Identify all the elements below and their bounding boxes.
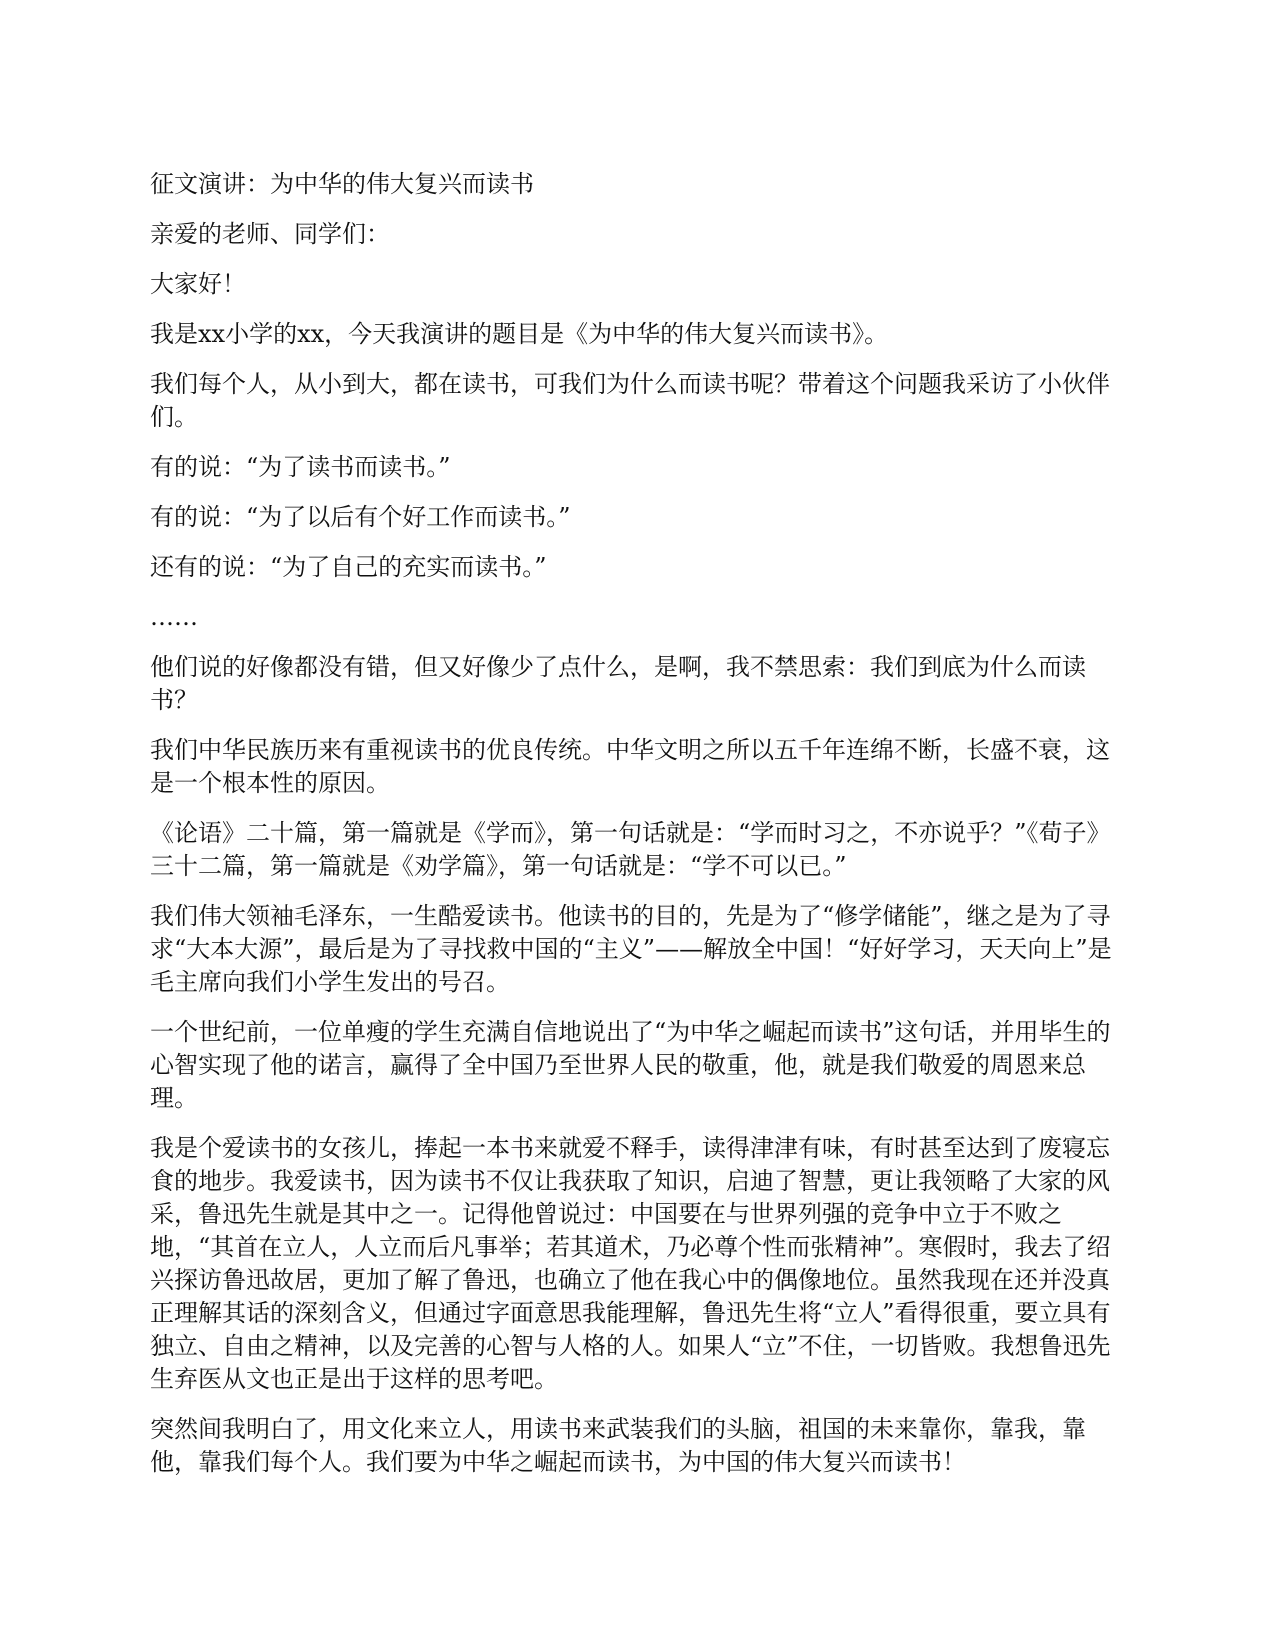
answer-two-paragraph: 有的说：“为了以后有个好工作而读书。” (150, 503, 571, 531)
reflection-paragraph: 他们说的好像都没有错，但又好像少了点什么，是啊，我不禁思索：我们到底为什么而读书？ (150, 653, 1086, 714)
zhou-enlai-paragraph: 一个世纪前，一位单瘦的学生充满自信地说出了“为中华之崛起而读书”这句话，并用毕生的心智实现了他的诺言，赢得了全中国乃至世界人民的敬重，他，就是我们敬爱的周恩来总理。 (150, 1018, 1111, 1112)
answer-one-paragraph: 有的说：“为了读书而读书。” (150, 453, 451, 481)
conclusion-paragraph: 突然间我明白了，用文化来立人，用读书来武装我们的头脑，祖国的未来靠你，靠我，靠他，靠我们每个人。我们要为中华之崛起而读书，为中国的伟大复兴而读书！ (150, 1415, 1086, 1476)
mao-paragraph: 我们伟大领袖毛泽东，一生酷爱读书。他读书的目的，先是为了“修学储能”，继之是为了寻求“大本大源”，最后是为了寻找救中国的“主义”——解放全中国！“好好学习，天天向上”是毛主席向我们小学生发出的号召。 (150, 902, 1112, 996)
introduction-paragraph: 我是xx小学的xx，今天我演讲的题目是《为中华的伟大复兴而读书》。 (150, 320, 889, 348)
greeting: 大家好！ (150, 270, 246, 298)
lu-xun-paragraph: 我是个爱读书的女孩儿，捧起一本书来就爱不释手，读得津津有味，有时甚至达到了废寝忘食的地步。我爱读书，因为读书不仅让我获取了知识，启迪了智慧，更让我领略了大家的风采，鲁迅先生就是其中之一。记得他曾说过：中国要在与世界列强的竞争中立于不败之地，“其首在立人，人立而后凡事举；若其道术，乃必尊个性而张精神”。寒假时，我去了绍兴探访鲁迅故居，更加了解了鲁迅，也确立了他在我心中的偶像地位。虽然我现在还并没真正理解其话的深刻含义，但通过字面意思我能理解，鲁迅先生将“立人”看得很重，要立具有独立、自由之精神，以及完善的心智与人格的人。如果人“立”不住，一切皆败。我想鲁迅先生弃医从文也正是出于这样的思考吧。 (150, 1134, 1111, 1393)
question-paragraph: 我们每个人，从小到大，都在读书，可我们为什么而读书呢？带着这个问题我采访了小伙伴们。 (150, 370, 1110, 431)
salutation: 亲爱的老师、同学们： (150, 220, 390, 248)
ellipsis-paragraph: …… (150, 603, 198, 631)
essay-title: 征文演讲：为中华的伟大复兴而读书 (150, 170, 534, 198)
classics-paragraph: 《论语》二十篇，第一篇就是《学而》，第一句话就是：“学而时习之，不亦说乎？”《荀子》三十二篇，第一篇就是《劝学篇》，第一句话就是：“学不可以已。” (150, 819, 1111, 880)
answer-three-paragraph: 还有的说：“为了自己的充实而读书。” (150, 553, 547, 581)
document-page (150, 168, 1130, 1496)
tradition-paragraph: 我们中华民族历来有重视读书的优良传统。中华文明之所以五千年连绵不断，长盛不衰，这是一个根本性的原因。 (150, 736, 1110, 797)
